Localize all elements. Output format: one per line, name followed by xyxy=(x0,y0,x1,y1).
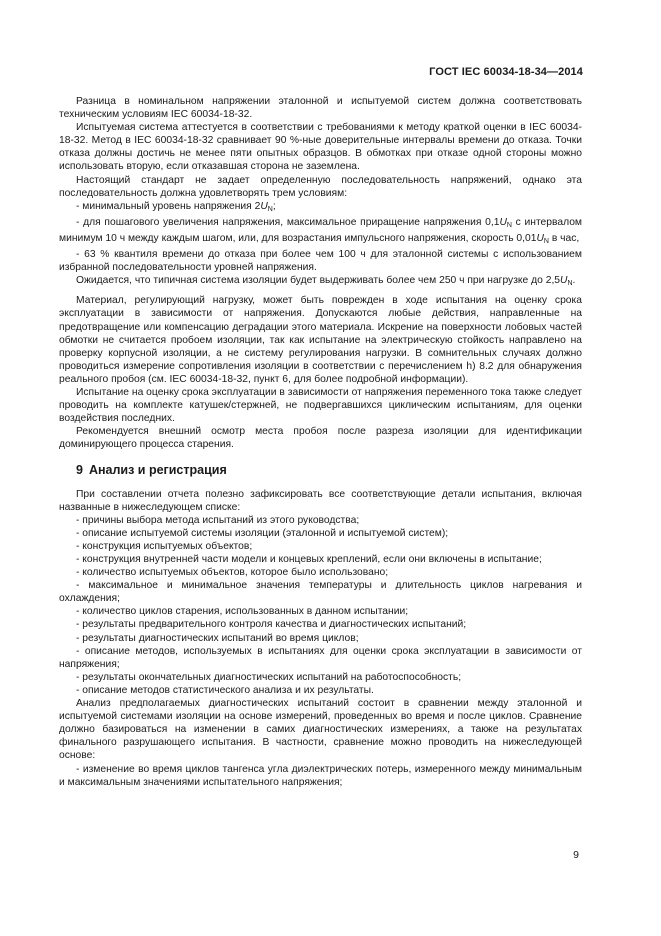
list-item: - причины выбора метода испытаний из этого руководства; xyxy=(76,514,360,526)
paragraph: Анализ предполагаемых диагностических испытаний состоит в сравнении между эталонной и испытуемой системами изоляции на основе измерений, проведенных во время и после циклов. Сравнение должно базироваться на изменении в самих диагностических измерениях, а также на результатах финального разрушающего испытания. В частности, сравнение можно проводить на нижеследующей основе: xyxy=(59,698,582,762)
paragraph: Ожидается, что типичная система изоляции будет выдерживать более чем 250 ч при нагрузке до $2,5U_N$. xyxy=(76,275,576,288)
list-item: - количество циклов старения, использованных в данном испытании; xyxy=(76,606,409,618)
list-item: - 63 % квантиля времени до отказа при более чем 100 ч для эталонной системы с использованием избранной последовательности уровней напряжения. xyxy=(59,249,582,274)
list-item: - описание методов, используемых в испытаниях для оценки срока эксплуатации в зависимости от напряжения; xyxy=(59,645,582,670)
list-item: - конструкция внутренней части модели и концевых креплений, если они включены в испытание; xyxy=(76,554,542,565)
paragraph: Материал, регулирующий нагрузку, может быть поврежден в ходе испытания на оценку срока эксплуатации в зависимости от напряжения. Допускаются любые действия, направленные на предотвращение или компенсацию деградации этого материала. Искрение на поверхности лобовых частей обмотки не считается пробоем изоляции, так как испытание на электрическую стойкость направлено на проверку корпусной изоляции, а не систему регулирования нагрузки. В сомнительных случаях должно проводиться измерение сопротивления изоляции в соответствии с перечислением h) 8.2 для обнаружения реального пробоя (см. IEC 60034-18-32, пункт 6, для более подробной информации). xyxy=(59,295,582,385)
paragraph: Рекомендуется внешний осмотр места пробоя после разреза изоляции для идентификации доминирующего процесса старения. xyxy=(59,426,582,451)
section-heading xyxy=(76,464,582,477)
list-item: - изменение во время циклов тангенса угла диэлектрических потерь, измеренного между минимальным и максимальным значениями испытательного напряжения; xyxy=(59,763,582,788)
list-item: - описание методов статистического анализа и их результаты. xyxy=(76,684,374,696)
section-title: Анализ и регистрация xyxy=(88,463,227,478)
section-number: 9 xyxy=(76,463,83,478)
list-item: - количество испытуемых объектов, которое было использовано; xyxy=(76,567,389,579)
paragraph: Настоящий стандарт не задает определенную последовательность напряжений, однако эта последовательность должна удовлетворять трем условиям: xyxy=(59,174,582,199)
page-body xyxy=(59,95,582,789)
paragraph: Разница в номинальном напряжении эталонной и испытуемой систем должна соответствовать техническим условиям IEC 60034-18-32. xyxy=(59,96,582,121)
list-item: - описание испытуемой системы изоляции (эталонной и испытуемой систем); xyxy=(76,527,449,539)
list-item: - для пошагового увеличения напряжения, максимальное приращение напряжения $0,1U_N$ с интервалом минимум 10 ч между каждым шагом, или, для возрастания импульсного напряжения, скорость $0,01U_N$ в час, xyxy=(59,216,583,245)
page-number: 9 xyxy=(573,849,579,861)
list-item: - минимальный уровень напряжения $2U_N$; xyxy=(76,200,276,213)
list-item: - конструкция испытуемых объектов; xyxy=(76,540,253,552)
paragraph: Испытание на оценку срока эксплуатации в зависимости от напряжения переменного тока также следует проводить на комплекте катушек/стержней, не подвергавшихся циклическим испытаниям, для оценки воздействия последних. xyxy=(59,386,582,425)
paragraph: При составлении отчета полезно зафиксировать все соответствующие детали испытания, включая названные в нижеследующем списке: xyxy=(59,488,582,513)
list-item: - результаты диагностических испытаний во время циклов; xyxy=(76,632,359,644)
list-item: - результаты предварительного контроля качества и диагностических испытаний; xyxy=(76,619,467,631)
document-header: ГОСТ IEC 60034-18-34—2014 xyxy=(429,66,583,78)
list-item: - результаты окончательных диагностических испытаний на работоспособность; xyxy=(76,671,462,683)
list-item: - максимальное и минимальное значения температуры и длительность циклов нагревания и охлаждения; xyxy=(59,580,582,605)
paragraph: Испытуемая система аттестуется в соответствии с требованиями к методу краткой оценки в IEC 60034-18-32. Метод в IEC 60034-18-32 сравнивает 90 %-ные доверительные интервалы времени до отказа. Точки отказа должны достичь не менее пяти опытных образцов. В обмотках при отказе одной стороны можно использовать вторую, если отказавшая сторона не заземлена. xyxy=(59,122,582,173)
